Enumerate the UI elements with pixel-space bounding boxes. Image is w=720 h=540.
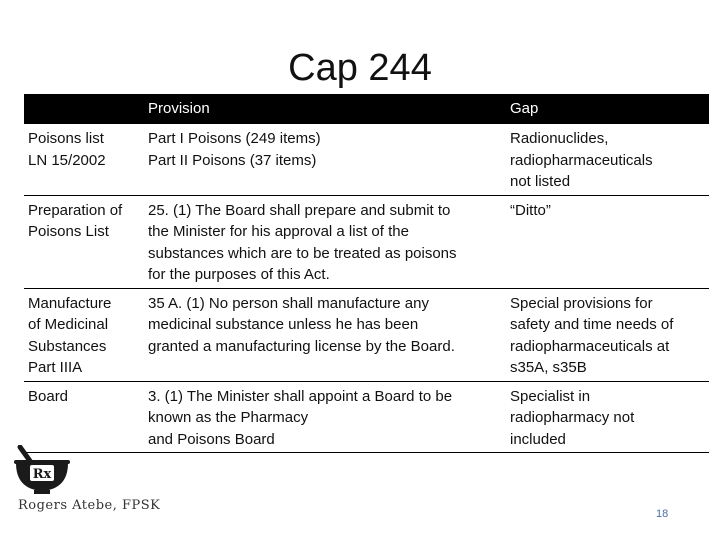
cell-gap: Specialist in radiopharmacy not included [510,387,635,448]
cell-provision: 3. (1) The Minister shall appoint a Board to be known as the Pharmacy and Poisons Board [148,387,453,448]
provisions-table [24,94,709,453]
cell-gap: Radionuclides, radiopharmaceuticals not listed [510,130,653,190]
table-row [24,124,709,195]
cell-item: Board [28,387,69,405]
rx-mortar-logo-icon [12,445,172,525]
cell-gap: Special provisions for safety and time needs of radiopharmaceuticals at s35A, s35B [510,294,674,376]
rx-mark: Rx [32,467,52,482]
slide-title: Cap 244 [288,47,432,89]
cell-item: Preparation of Poisons List [28,201,123,240]
table-header-row [24,94,709,124]
header-gap: Gap [506,94,709,124]
cell-item: Poisons list LN 15/2002 [28,130,106,169]
logo-text: Rogers Atebe, FPSK [18,498,161,513]
page-number: 18 [656,508,669,520]
header-provision: Provision [144,94,506,124]
table-row [24,288,709,381]
header-item [24,94,144,124]
cell-item: Manufacture of Medicinal Substances Part IIIA [28,294,112,376]
cell-provision: 35 A. (1) No person shall manufacture any medicinal substance unless he has been granted a manufacturing license by the Board. [148,294,455,355]
cell-gap: “Ditto” [510,201,551,219]
cell-provision: Part I Poisons (249 items) Part II Poisons (37 items) [148,130,321,169]
table-row [24,195,709,288]
cell-provision: 25. (1) The Board shall prepare and submit to the Minister for his approval a list of the substances which are to be treated as poisons for the purposes of this Act. [148,201,457,283]
table-row [24,381,709,453]
